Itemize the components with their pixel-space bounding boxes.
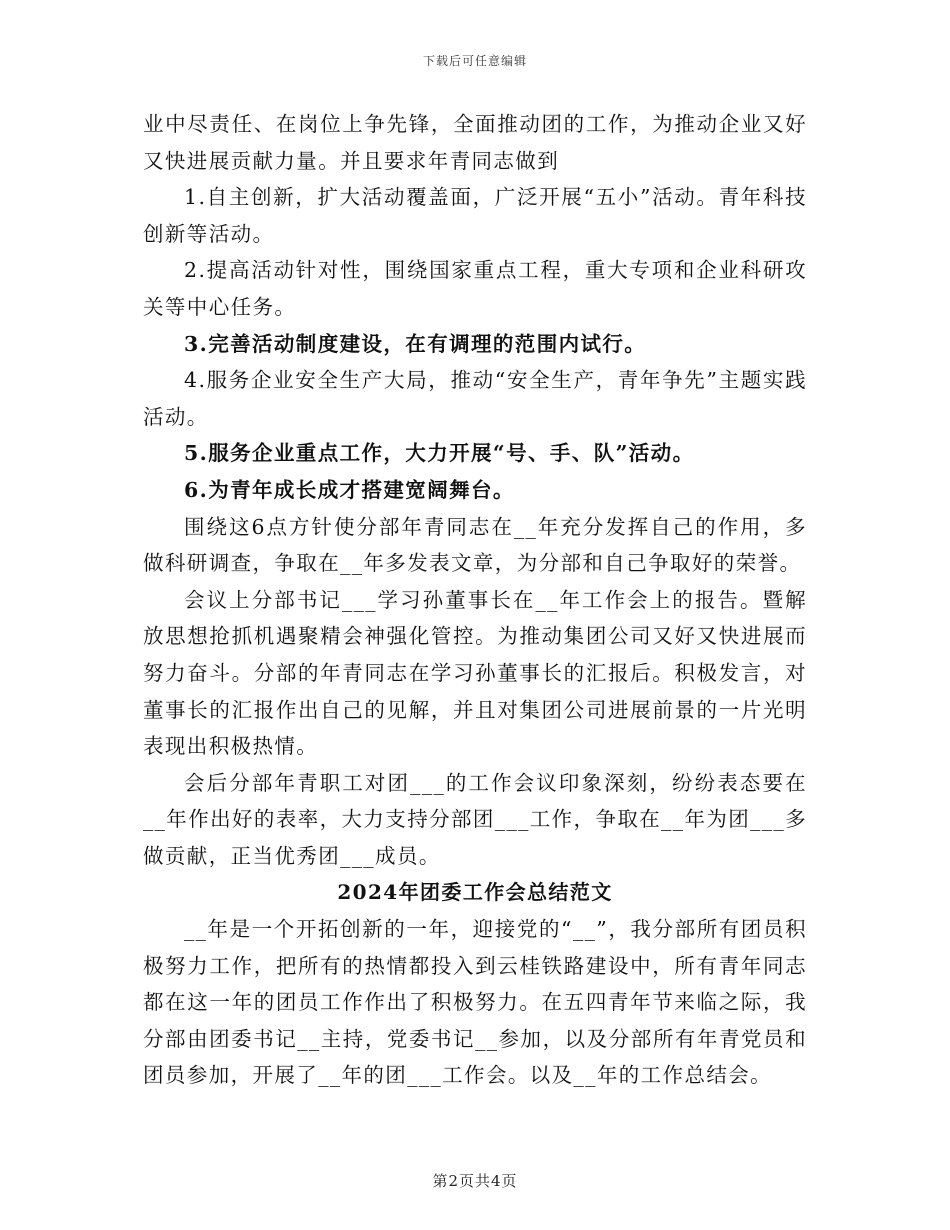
- page-number: 第2页共4页: [432, 1172, 518, 1190]
- list-item-1: 1.自主创新，扩大活动覆盖面，广泛开展“五小”活动。青年科技创新等活动。: [143, 185, 807, 246]
- paragraph-summary: __年是一个开拓创新的一年，迎接党的“__”，我分部所有团员积极努力工作，把所有的热情都投入到云桂铁路建设中，所有青年同志都在这一年的团员工作作出了积极努力。在五四青年节来临之际，我分部由团委书记__主持，党委书记__参加，以及分部所有年青党员和团员参加，开展了__年的团___工作会。以及__年的工作总结会。: [143, 917, 807, 1088]
- paragraph-after-meeting: 会后分部年青职工对团___的工作会议印象深刻，纷纷表态要在__年作出好的表率，大力支持分部团___工作，争取在__年为团___多做贡献，正当优秀团___成员。: [143, 770, 807, 868]
- list-item-2: 2.提高活动针对性，围绕国家重点工程，重大专项和企业科研攻关等中心任务。: [143, 258, 807, 319]
- paragraph-continuation: 业中尽责任、在岗位上争先锋，全面推动团的工作，为推动企业又好又快进展贡献力量。并且要求年青同志做到: [143, 112, 807, 173]
- document-body: [143, 106, 807, 1094]
- header-note: 下载后可任意编辑: [422, 54, 527, 68]
- paragraph-guideline: 围绕这6点方针使分部年青同志在__年充分发挥自己的作用，多做科研调查，争取在__年多发表文章，为分部和自己争取好的荣誉。: [143, 514, 807, 576]
- section-title: 2024年团委工作会总结范文: [337, 880, 613, 905]
- list-item-5: 5.服务企业重点工作，大力开展“号、手、队”活动。: [184, 441, 695, 466]
- list-item-4: 4.服务企业安全生产大局，推动“安全生产，青年争先”主题实践活动。: [143, 368, 807, 429]
- list-item-3: 3.完善活动制度建设，在有调理的范围内试行。: [184, 331, 647, 356]
- paragraph-meeting: 会议上分部书记___学习孙董事长在__年工作会上的报告。暨解放思想抢抓机遇聚精会神强化管控。为推动集团公司又好又快进展而努力奋斗。分部的年青同志在学习孙董事长的汇报后。积极发言，对董事长的汇报作出自己的见解，并且对集团公司进展前景的一片光明表现出积极热情。: [143, 587, 807, 759]
- list-item-6: 6.为青年成长成才搭建宽阔舞台。: [184, 477, 515, 502]
